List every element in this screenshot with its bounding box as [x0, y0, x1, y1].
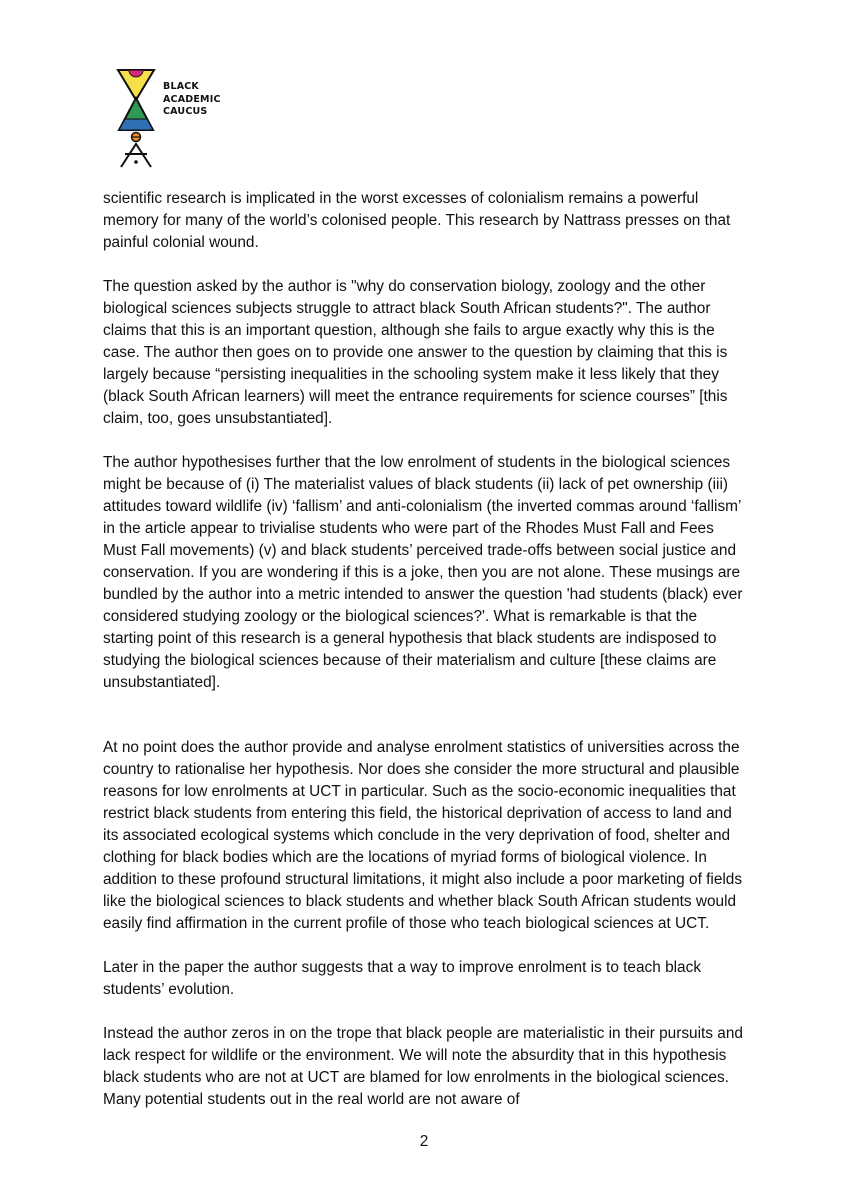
logo-wordmark	[163, 81, 221, 119]
paragraph-1: scientific research is implicated in the worst excesses of colonialism remains a powerful memory for many of the world’s colonised people. This research by Nattrass presses on that painful colonial wound.	[103, 190, 731, 251]
logo-line-3: CAUCUS	[163, 106, 208, 117]
paragraph-4: At no point does the author provide and analyse enrolment statistics of universities across the country to rationalise her hypothesis. Nor does she consider the more structural and plausible reasons for low enrolments at UCT in particular. Such as the socio-economic inequalities that restrict black students from entering this field, the historical deprivation of access to land and its associated ecological systems which conclude in the very deprivation of food, shelter and clothing for black bodies which are the locations of myriad forms of biological violence. In addition to these profound structural limitations, it might also include a poor marketing of fields like the biological sciences to black students and whether black South African students would easily find affirmation in the current profile of those who teach biological sciences at UCT.	[103, 739, 743, 932]
paragraph-5: Later in the paper the author suggests that a way to improve enrolment is to teach black students’ evolution.	[103, 959, 702, 998]
page-number: 2	[419, 1133, 429, 1150]
document-body	[103, 188, 751, 1111]
paragraph-6: Instead the author zeros in on the trope that black people are materialistic in their pursuits and lack respect for wildlife or the environment. We will note the absurdity that in this hypothesis black students who are not at UCT are blamed for low enrolments in the biological sciences. Many potential students out in the real world are not aware of	[103, 1025, 743, 1108]
logo-line-1: BLACK	[163, 81, 199, 92]
paragraph-3: The author hypothesises further that the low enrolment of students in the biological sciences might be because of (i) The materialist values of black students (ii) lack of pet ownership (iii) attitudes toward wildlife (iv) ‘fallism’ and anti-colonialism (the inverted commas around ‘fallism’ in the article appear to trivialise students who were part of the Rhodes Must Fall and Fees Must Fall movements) (v) and black students’ perceived trade-offs between social justice and conservation. If you are wondering if this is a joke, then you are not alone. These musings are bundled by the author into a metric intended to answer the question 'had students (black) ever considered studying zoology or the biological sciences?'. What is remarkable is that the starting point of this research is a general hypothesis that black students are indisposed to studying the biological sciences because of their materialism and culture [these claims are unsubstantiated].	[103, 454, 743, 691]
paragraph-2: The question asked by the author is "why do conservation biology, zoology and the other biological sciences subjects struggle to attract black South African students?". The author claims that this is an important question, although she fails to argue exactly why this is the case. The author then goes on to provide one answer to the question by claiming that this is largely because “persisting inequalities in the schooling system make it less likely that they (black South African learners) will meet the entrance requirements for science courses” [this claim, too, goes unsubstantiated].	[103, 278, 728, 427]
logo-line-2: ACADEMIC	[163, 93, 221, 105]
